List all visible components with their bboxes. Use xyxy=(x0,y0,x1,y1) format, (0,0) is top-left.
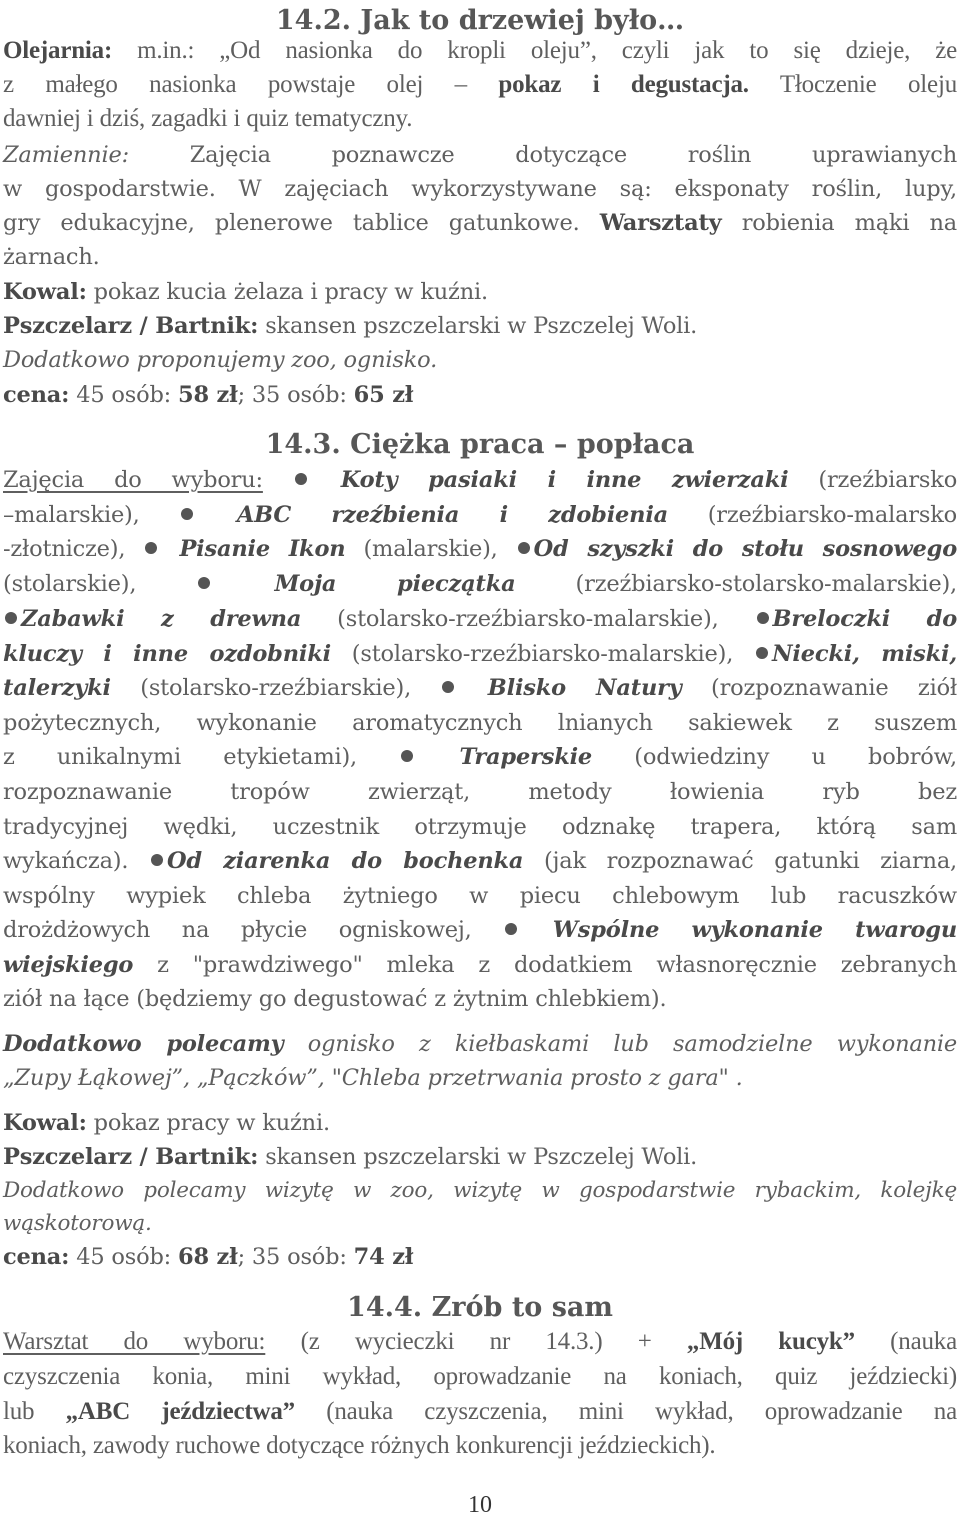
bullet-icon xyxy=(401,750,413,762)
pszczelarz-line: Pszczelarz / Bartnik: skansen pszczelarski w Pszczelej Woli. xyxy=(3,313,698,339)
text-line: wiejskiego z "prawdziwego" mleka z dodatkiem własnoręcznie zebranych xyxy=(3,952,957,978)
text-line: w gospodarstwie. W zajęciach wykorzystywane są: eksponaty roślin, lupy, xyxy=(3,176,957,202)
page-number: 10 xyxy=(468,1492,492,1518)
pszczelarz-line: Pszczelarz / Bartnik: skansen pszczelarski w Pszczelej Woli. xyxy=(3,1144,698,1170)
text-line: Dodatkowo polecamy ognisko z kiełbaskami lub samodzielne wykonanie xyxy=(3,1031,957,1057)
text-line: wykańcza). Od ziarenka do bochenka (jak rozpoznawać gatunki ziarna, xyxy=(3,848,958,874)
text-line: tradycyjnej wędki, uczestnik otrzymuje odznakę trapera, którą sam xyxy=(3,814,957,840)
kowal-line: Kowal: pokaz pracy w kuźni. xyxy=(3,1110,330,1136)
text-line: z małego nasionka powstaje olej – pokaz i degustacja. Tłoczenie oleju xyxy=(3,71,957,98)
text-line: kluczy i inne ozdobniki (stolarsko-rzeźbiarsko-malarskie), Niecki, miski, xyxy=(3,641,957,667)
section-title-14-4: 14.4. Zrób to sam xyxy=(347,1292,613,1323)
text-line: dawniej i dziś, zagadki i quiz tematyczny. xyxy=(3,105,413,132)
text-line: rozpoznawanie tropów zwierząt, metody łowienia ryb bez xyxy=(3,779,957,805)
section-title-14-2: 14.2. Jak to drzewiej było… xyxy=(275,5,685,36)
extra-line: Dodatkowo proponujemy zoo, ognisko. xyxy=(3,347,438,373)
text-line: -złotnicze), Pisanie Ikon (malarskie), Od szyszki do stołu sosnowego xyxy=(3,536,957,562)
bullet-icon xyxy=(5,612,17,624)
text-line: Olejarnia: m.in.: „Od nasionka do kropli oleju”, czyli jak to się dzieje, że xyxy=(3,37,957,64)
text-line: Zabawki z drewna (stolarsko-rzeźbiarsko-malarskie), Breloczki do xyxy=(3,604,957,634)
text-line: Zajęcia do wyboru: Koty pasiaki i inne zwierzaki (rzeźbiarsko xyxy=(3,467,958,493)
extra-line: Dodatkowo polecamy wizytę w zoo, wizytę w gospodarstwie rybackim, kolejkę xyxy=(3,1178,957,1203)
text-line: z unikalnymi etykietami), Traperskie (odwiedziny u bobrów, xyxy=(3,744,957,770)
text-line: czyszczenia konia, mini wykład, oprowadzanie na koniach, quiz jeździecki) xyxy=(3,1363,957,1390)
text-line: pożytecznych, wykonanie aromatycznych lnianych sakiewek z suszem xyxy=(3,710,957,736)
text-line: Zamiennie: Zajęcia poznawcze dotyczące roślin uprawianych xyxy=(3,142,957,168)
text-line: ziół na łące (będziemy go degustować z żytnim chlebkiem). xyxy=(3,986,667,1012)
bullet-icon xyxy=(756,647,768,659)
kowal-line: Kowal: pokaz kucia żelaza i pracy w kuźni. xyxy=(3,279,488,305)
text-line: wspólny wypiek chleba żytniego w piecu chlebowym lub racuszków xyxy=(3,883,957,909)
bullet-icon xyxy=(442,681,454,693)
bullet-icon xyxy=(181,508,193,520)
text-line: (stolarskie), Moja pieczątka (rzeźbiarsko-stolarsko-malarskie), xyxy=(3,571,957,597)
text-line: koniach, zawody ruchowe dotyczące różnych konkurencji jeździeckich). xyxy=(3,1432,716,1459)
section-title-14-3: 14.3. Ciężka praca – popłaca xyxy=(265,429,695,460)
price-line: cena: 45 osób: 58 zł; 35 osób: 65 zł xyxy=(3,382,414,408)
extra-line: wąskotorową. xyxy=(3,1211,152,1236)
bullet-icon xyxy=(295,473,307,485)
bullet-icon xyxy=(518,542,530,554)
text-line: żarnach. xyxy=(3,244,100,270)
text-line: „Zupy Łąkowej”, „Pączków”, "Chleba przetrwania prosto z gara" . xyxy=(3,1065,743,1091)
bullet-icon xyxy=(145,542,157,554)
bullet-icon xyxy=(151,854,163,866)
text-line: –malarskie), ABC rzeźbienia i zdobienia (rzeźbiarsko-malarsko xyxy=(3,502,957,528)
bullet-icon xyxy=(198,577,210,589)
text-line: drożdżowych na płycie ogniskowej, Wspólne wykonanie twarogu xyxy=(3,917,957,943)
price-line: cena: 45 osób: 68 zł; 35 osób: 74 zł xyxy=(3,1244,414,1270)
text-line: gry edukacyjne, plenerowe tablice gatunkowe. Warsztaty robienia mąki na xyxy=(3,210,958,236)
bullet-icon xyxy=(757,612,769,624)
text-line: lub „ABC jeździectwa” (nauka czyszczenia, mini wykład, oprowadzanie na xyxy=(3,1398,957,1425)
bullet-icon xyxy=(505,923,517,935)
text-line: talerzyki (stolarsko-rzeźbiarskie), Blisko Natury (rozpoznawanie ziół xyxy=(3,675,958,701)
text-line: Warsztat do wyboru: (z wycieczki nr 14.3.) + „Mój kucyk” (nauka xyxy=(3,1328,957,1355)
